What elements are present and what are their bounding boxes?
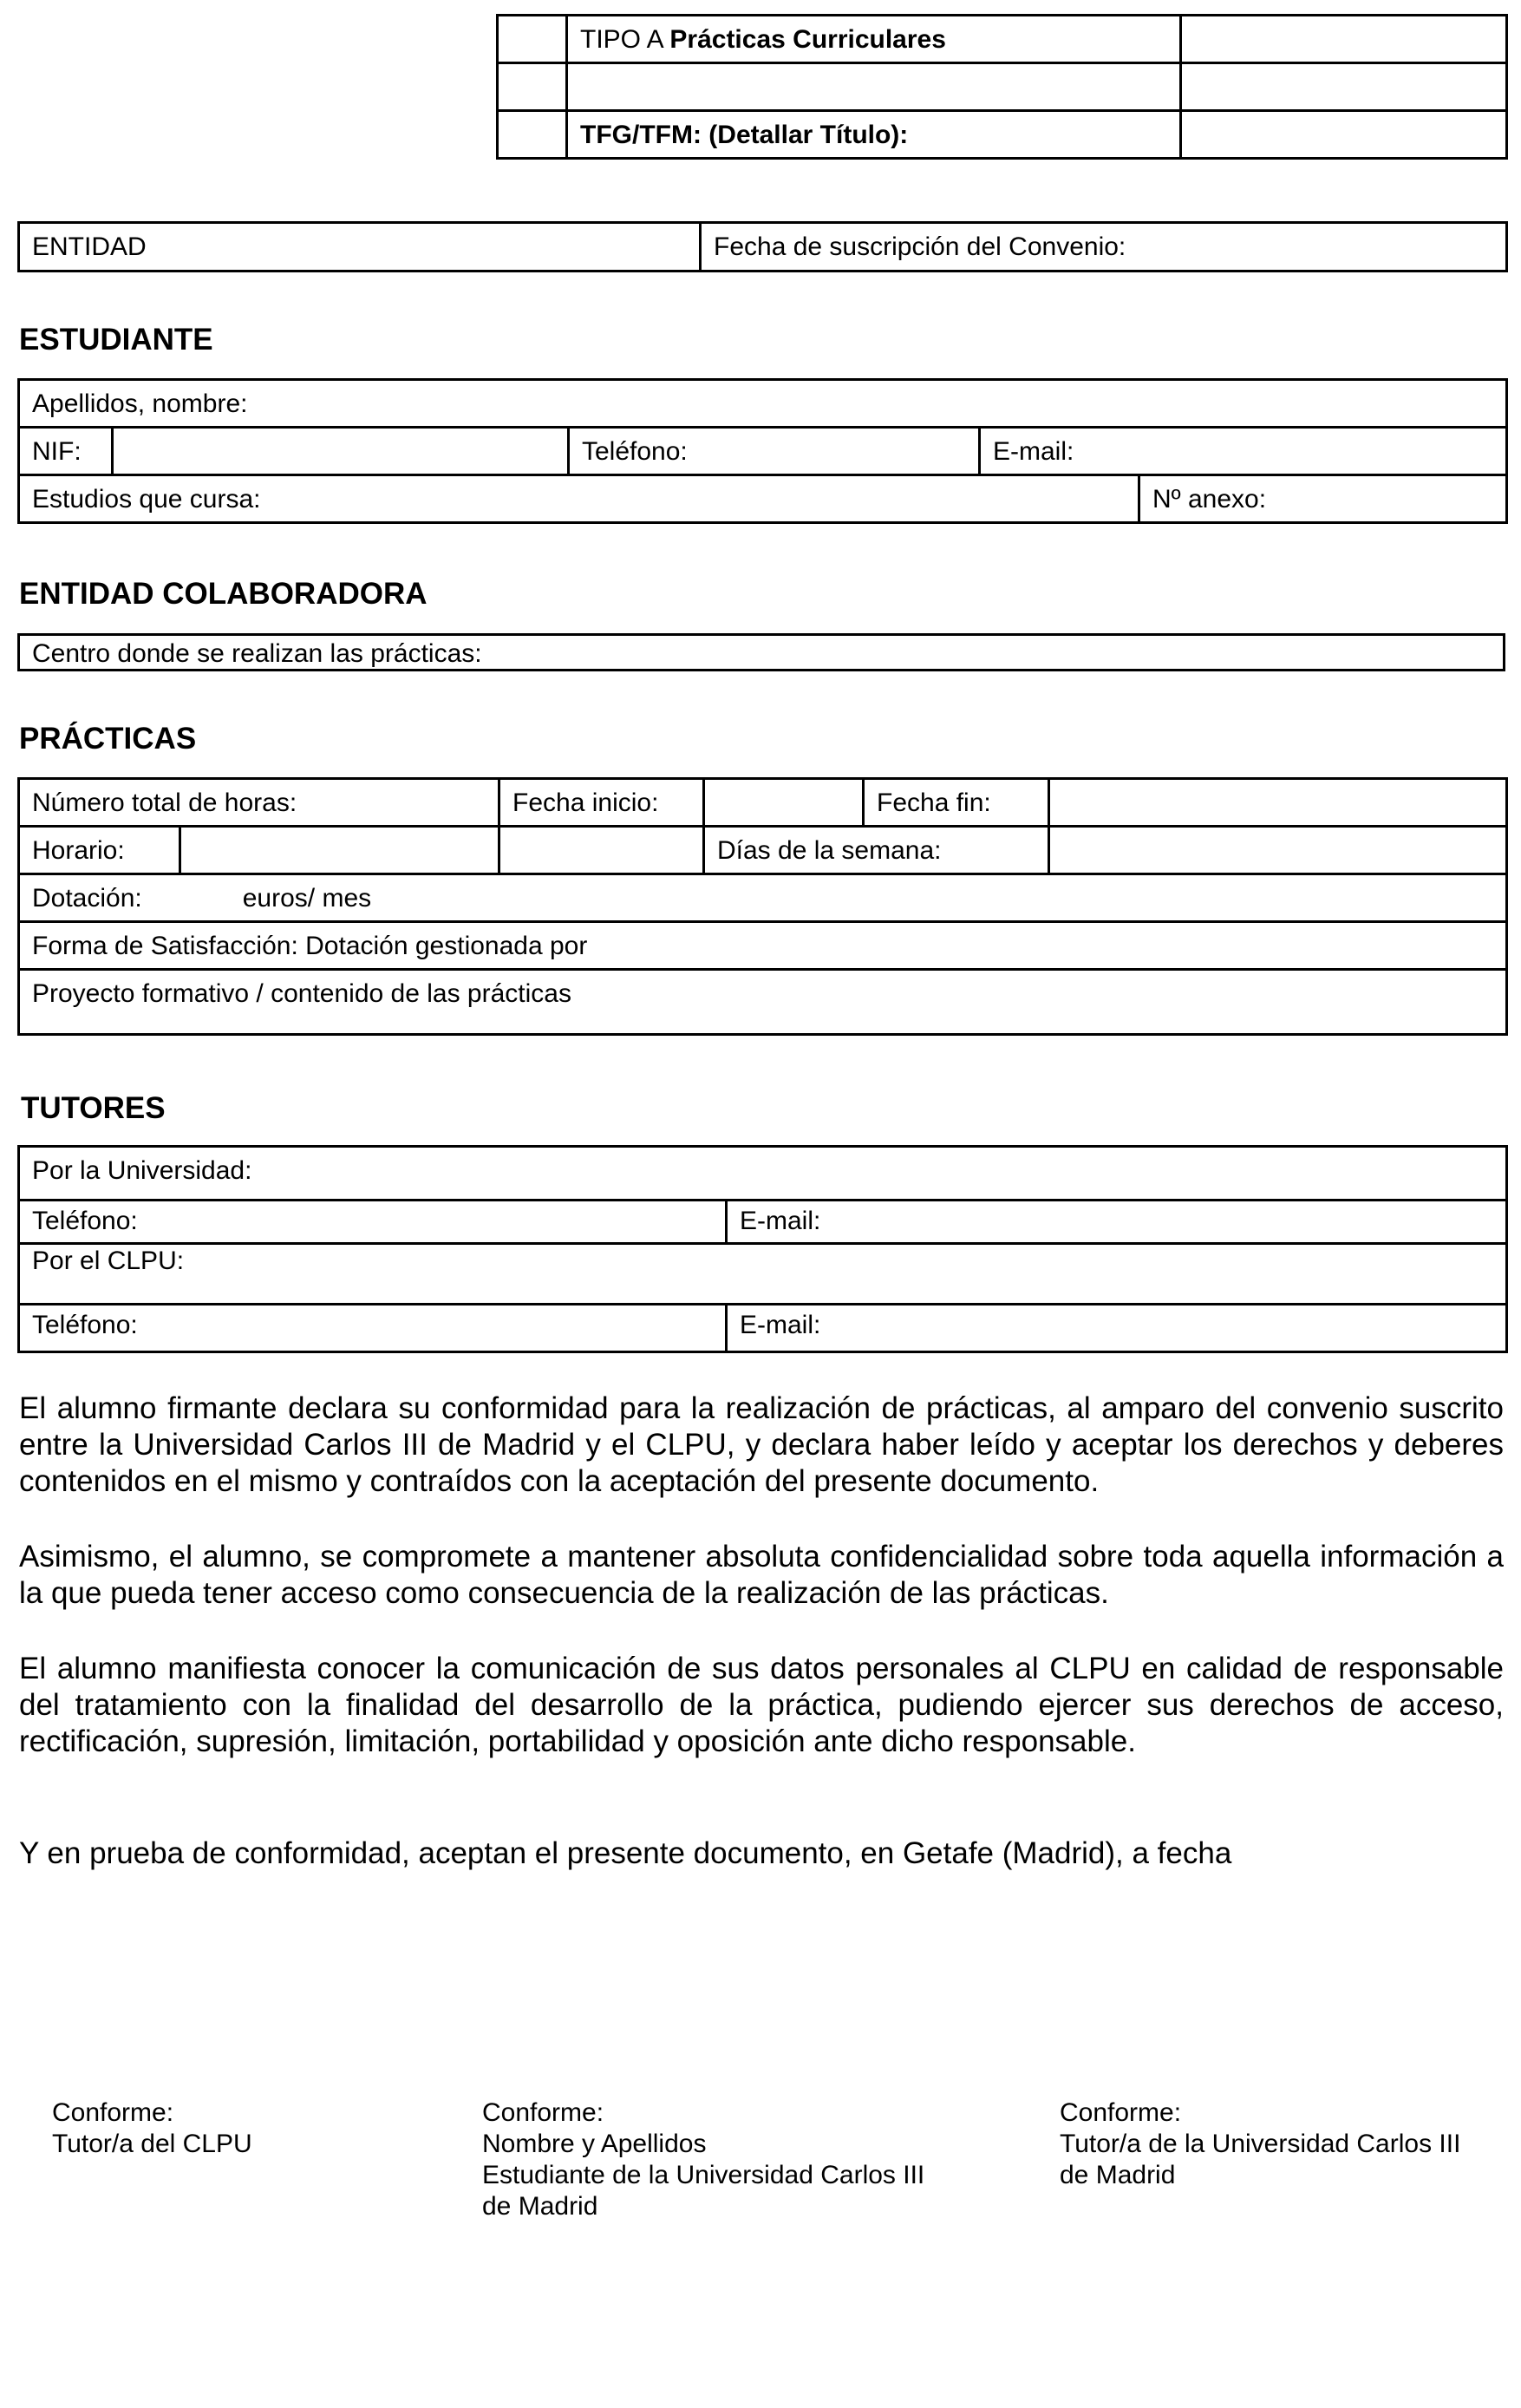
entidad-label[interactable]: ENTIDAD (19, 223, 701, 272)
estudiante-table (17, 378, 1508, 524)
signature-estudiante (482, 2097, 1002, 2222)
paragraph-conformidad: El alumno firmante declara su conformidad para la realización de prácticas, al amparo del convenio suscrito entre la Universidad Carlos III de Madrid y el CLPU, y declara haber leído y aceptar los derechos y deberes contenidos en el mismo y contraídos con la aceptación del presente documento. (19, 1391, 1504, 1498)
horario-label: Horario: (19, 827, 180, 874)
horas-field[interactable]: Número total de horas: (19, 779, 499, 827)
estudiante-heading: ESTUDIANTE (19, 323, 213, 357)
tutor-universidad-field[interactable]: Por la Universidad: (19, 1147, 1507, 1201)
fecha-inicio-label: Fecha inicio: (499, 779, 704, 827)
anexo-field[interactable]: Nº anexo: (1139, 475, 1507, 523)
paragraph-confidencialidad: Asimismo, el alumno, se compromete a mantener absoluta confidencialidad sobre toda aquella información a la que pueda tener acceso como consecuencia de la realización de las prácticas. (19, 1540, 1504, 1610)
dotacion-label: Dotación: (32, 884, 142, 913)
signature-tutor-clpu (52, 2097, 451, 2160)
tfg-value-cell[interactable] (1181, 111, 1507, 159)
forma-satisfaccion-field[interactable]: Forma de Satisfacción: Dotación gestionada por (19, 922, 1507, 970)
signature-line: de Madrid (482, 2192, 598, 2221)
entidad-colaboradora-table (17, 633, 1505, 671)
tutor-clpu-field[interactable]: Por el CLPU: (19, 1244, 1507, 1305)
tutores-heading: TUTORES (21, 1091, 166, 1125)
fecha-fin-value[interactable] (1049, 779, 1507, 827)
signature-line: Conforme: (52, 2098, 174, 2127)
tipo-prefix: TIPO A (580, 25, 663, 54)
nif-label: NIF: (19, 428, 113, 475)
dias-label: Días de la semana: (704, 827, 1049, 874)
tutores-table (17, 1145, 1508, 1353)
signature-line: Conforme: (482, 2098, 604, 2127)
paragraph-prueba-conformidad: Y en prueba de conformidad, aceptan el presente documento, en Getafe (Madrid), a fecha (19, 1836, 1232, 1870)
signature-line: de Madrid (1060, 2161, 1176, 2189)
dias-value[interactable] (1049, 827, 1507, 874)
tutor-universidad-email[interactable]: E-mail: (727, 1201, 1507, 1244)
entidad-colaboradora-heading: ENTIDAD COLABORADORA (19, 577, 428, 611)
dotacion-field[interactable] (19, 874, 1507, 922)
fecha-fin-label: Fecha fin: (864, 779, 1049, 827)
signature-line: Nombre y Apellidos (482, 2130, 707, 2158)
tutor-clpu-email[interactable]: E-mail: (727, 1305, 1507, 1352)
fecha-inicio-value[interactable] (704, 779, 864, 827)
blank-value-cell[interactable] (1181, 63, 1507, 111)
practicas-heading: PRÁCTICAS (19, 722, 197, 756)
entidad-table (17, 221, 1508, 272)
tipo-cell (567, 16, 1181, 63)
tipo-table (496, 14, 1508, 160)
signature-line: Tutor/a del CLPU (52, 2130, 252, 2158)
tfg-label: TFG/TFM: (Detallar Título): (567, 111, 1181, 159)
email-field[interactable]: E-mail: (980, 428, 1507, 475)
signature-tutor-universidad (1060, 2097, 1511, 2191)
estudios-field[interactable]: Estudios que cursa: (19, 475, 1139, 523)
blank-cell (567, 63, 1181, 111)
signature-line: Estudiante de la Universidad Carlos III (482, 2161, 925, 2189)
nif-value[interactable] (113, 428, 569, 475)
apellidos-field[interactable]: Apellidos, nombre: (19, 380, 1507, 428)
practicas-table (17, 777, 1508, 1036)
tipo-value-cell[interactable] (1181, 16, 1507, 63)
tipo-checkbox-cell[interactable] (498, 16, 567, 63)
signature-line: Tutor/a de la Universidad Carlos III (1060, 2130, 1461, 2158)
blank-checkbox-cell[interactable] (498, 63, 567, 111)
horario-value[interactable] (180, 827, 499, 874)
tfg-checkbox-cell[interactable] (498, 111, 567, 159)
proyecto-field[interactable]: Proyecto formativo / contenido de las prácticas (19, 970, 1507, 1035)
tipo-bold: Prácticas Curriculares (669, 25, 946, 54)
centro-field[interactable]: Centro donde se realizan las prácticas: (19, 635, 1505, 671)
telefono-field[interactable]: Teléfono: (569, 428, 980, 475)
fecha-convenio-label[interactable]: Fecha de suscripción del Convenio: (701, 223, 1507, 272)
tutor-clpu-telefono[interactable]: Teléfono: (19, 1305, 727, 1352)
signature-line: Conforme: (1060, 2098, 1182, 2127)
euros-mes-label: euros/ mes (242, 884, 372, 913)
tutor-universidad-telefono[interactable]: Teléfono: (19, 1201, 727, 1244)
horario-value-2[interactable] (499, 827, 704, 874)
paragraph-datos-personales: El alumno manifiesta conocer la comunicación de sus datos personales al CLPU en calidad de responsable del tratamiento con la finalidad del desarrollo de la práctica, pudiendo ejercer sus derechos de acceso, rectificación, supresión, limitación, portabilidad y oposición ante dicho responsable. (19, 1652, 1504, 1758)
